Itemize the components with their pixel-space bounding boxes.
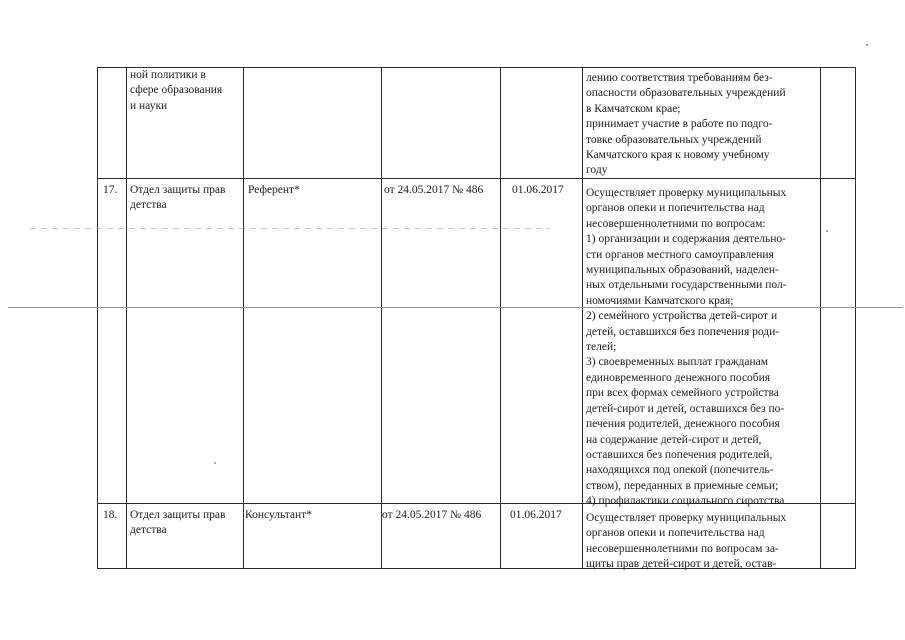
column-border: [243, 67, 244, 569]
description-cell: лению соответствия требованиям без- опасности образовательных учреждений в Камчатском крае; принимает участие в работе по подго- товке образовательных учреждений Камчатского края к новому учебному году: [586, 72, 786, 177]
position-cell: Консультант*: [245, 509, 312, 521]
date-cell: 01.06.2017: [510, 509, 562, 521]
position-cell: Референт*: [248, 184, 300, 196]
department-cell: ной политики в сфере образования и науки: [130, 69, 223, 112]
scan-speck: [866, 44, 868, 46]
column-border: [500, 67, 501, 569]
scan-noise-line: [30, 228, 550, 229]
row-number: 17.: [103, 184, 118, 196]
department-cell: Отдел защиты прав детства: [130, 509, 226, 537]
date-cell: 01.06.2017: [512, 184, 564, 196]
order-cell: от 24.05.2017 № 486: [382, 509, 482, 521]
column-border: [97, 67, 98, 569]
scan-speck: [214, 462, 216, 464]
description-cell: Осуществляет проверку муниципальных органов опеки и попечительства над несовершеннолетними по вопросам за- щиты прав детей-сирот и детей, остав-: [586, 512, 787, 571]
order-cell: от 24.05.2017 № 486: [384, 184, 484, 196]
row-number: 18.: [103, 509, 118, 521]
column-border: [820, 67, 821, 569]
column-border: [126, 67, 127, 569]
department-cell: Отдел защиты прав детства: [130, 184, 226, 212]
column-border: [855, 67, 856, 569]
scan-speck: [826, 230, 828, 232]
column-border: [582, 67, 583, 569]
description-cell: Осуществляет проверку муниципальных органов опеки и попечительства над несовершеннолетними по вопросам: 1) организации и содержания деятельно- сти органов местного самоуправления муниципальных образований, наделен- ных отдельными государственными пол- номочиями Камчатского края; 2) семейного устройства детей-сирот и детей, оставшихся без попечения роди- телей; 3) своевременных выплат гражданам единовременного денежного пособия при всех формах семейного устройства детей-сирот и детей, оставшихся без по- печения родителей, денежного пособия на содержание детей-сирот и детей, оставшихся без попечения родителей, находящихся под опекой (попечитель- ством), переданных в приемные семьи; 4) профилактики социального сиротства: [586, 187, 787, 508]
column-border: [381, 67, 382, 569]
